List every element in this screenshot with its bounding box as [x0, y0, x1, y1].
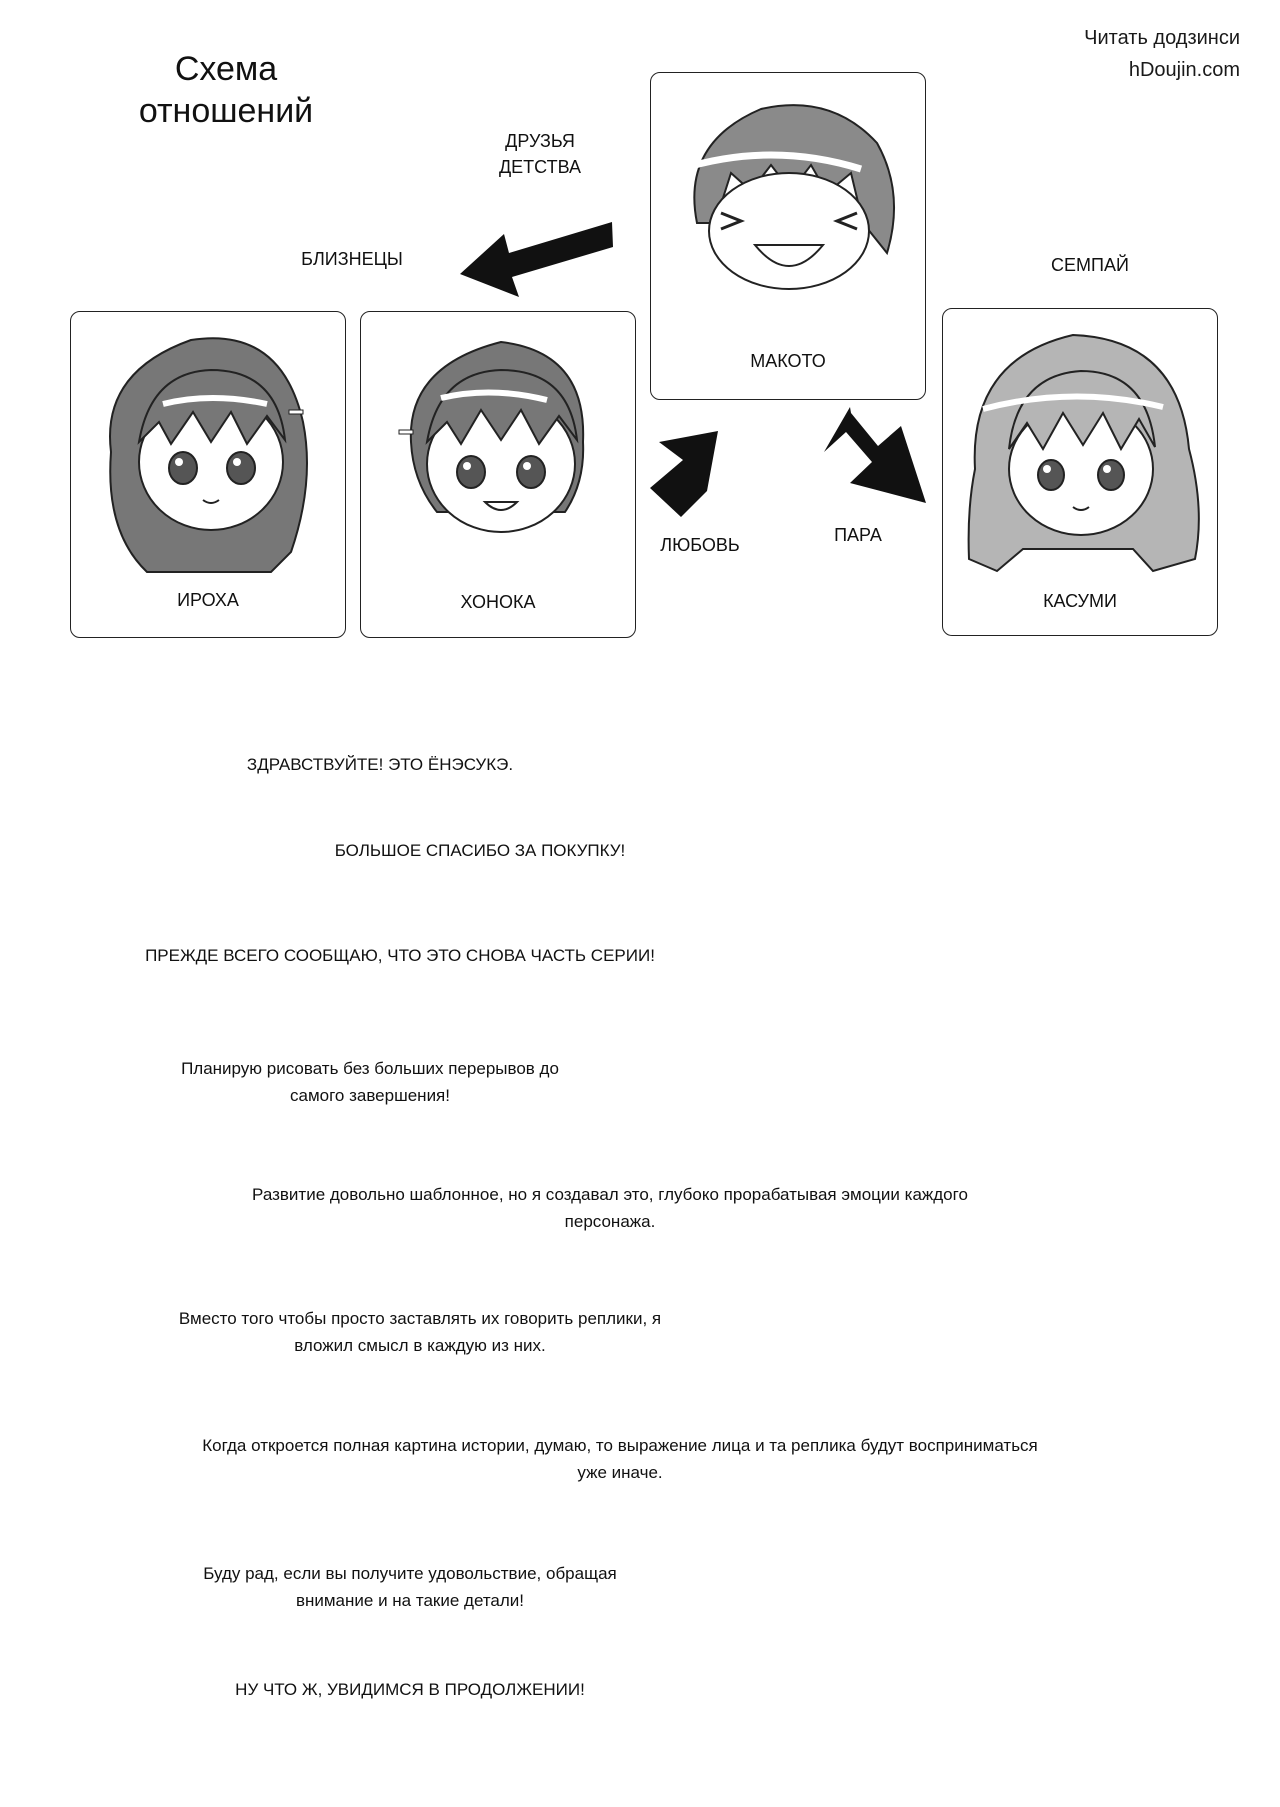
couple-arrow [824, 407, 926, 503]
afterword-paragraph [60, 942, 740, 969]
iroha-right-eye [227, 452, 255, 484]
afterword-paragraph [120, 1055, 620, 1109]
afterword-paragraph [150, 1181, 1070, 1235]
watermark-site: hDoujin.com [1128, 59, 1240, 81]
page-title-line-1: Схема [174, 50, 278, 88]
childhood-friends-arrow [460, 222, 613, 297]
character-card-iroha [70, 311, 346, 638]
label-childhood-friends-line-2: ДЕТСТВА [498, 157, 581, 177]
afterword-line: уже иначе. [577, 1463, 663, 1482]
afterword-paragraph [150, 1560, 670, 1614]
honoka-left-eye [457, 456, 485, 488]
character-card-makoto [650, 72, 926, 400]
afterword-line: Когда откроется полная картина истории, думаю, то выражение лица и та реплика будут восприниматься [202, 1436, 1038, 1455]
kasumi-portrait [943, 309, 1218, 636]
label-childhood-friends-line-1: ДРУЗЬЯ [505, 131, 575, 151]
character-card-kasumi [942, 308, 1218, 636]
character-name-honoka: ХОНОКА [460, 592, 536, 612]
page-title-line-2: отношений [138, 92, 314, 130]
afterword-line: внимание и на такие детали! [295, 1591, 525, 1610]
afterword-paragraph [130, 1305, 710, 1359]
afterword-line: НУ ЧТО Ж, УВИДИМСЯ В ПРОДОЛЖЕНИИ! [235, 1680, 585, 1699]
label-love: ЛЮБОВЬ [660, 535, 740, 555]
kasumi-right-eye [1098, 460, 1124, 490]
character-name-iroha: ИРОХА [177, 590, 239, 610]
iroha-hairclip [289, 410, 303, 414]
afterword-line: Буду рад, если вы получите удовольствие, обращая [203, 1564, 617, 1583]
label-senpai: СЕМПАЙ [1051, 255, 1129, 275]
label-couple: ПАРА [834, 525, 882, 545]
afterword-line: Развитие довольно шаблонное, но я создавал это, глубоко прорабатывая эмоции каждого [252, 1185, 968, 1204]
afterword-paragraph [180, 1676, 640, 1703]
afterword-line: Планирую рисовать без больших перерывов до [181, 1059, 559, 1078]
character-name-kasumi: КАСУМИ [1043, 591, 1117, 611]
iroha-left-eye [169, 452, 197, 484]
character-name-makoto: МАКОТО [750, 351, 826, 371]
afterword-line: вложил смысл в каждую из них. [294, 1336, 546, 1355]
kasumi-left-eye [1038, 460, 1064, 490]
afterword-line: ПРЕЖДЕ ВСЕГО СООБЩАЮ, ЧТО ЭТО СНОВА ЧАСТЬ СЕРИИ! [145, 946, 655, 965]
afterword-paragraph [160, 751, 600, 778]
makoto-face [709, 173, 869, 289]
afterword-line: Вместо того чтобы просто заставлять их говорить реплики, я [178, 1309, 662, 1328]
afterword-paragraph [120, 1432, 1120, 1486]
character-card-honoka [360, 311, 636, 638]
afterword-line: самого завершения! [289, 1086, 450, 1105]
afterword-line: персонажа. [564, 1212, 656, 1231]
honoka-right-eye [517, 456, 545, 488]
afterword-line: БОЛЬШОЕ СПАСИБО ЗА ПОКУПКУ! [334, 841, 626, 860]
label-childhood-friends [480, 128, 600, 180]
honoka-hairclip [399, 430, 413, 434]
love-arrow [650, 431, 718, 517]
watermark-line-1: Читать додзинси [1084, 27, 1240, 49]
afterword-line: ЗДРАВСТВУЙТЕ! ЭТО ЁНЭСУКЭ. [246, 755, 514, 774]
afterword-paragraph [230, 837, 730, 864]
label-twins: БЛИЗНЕЦЫ [301, 249, 403, 269]
